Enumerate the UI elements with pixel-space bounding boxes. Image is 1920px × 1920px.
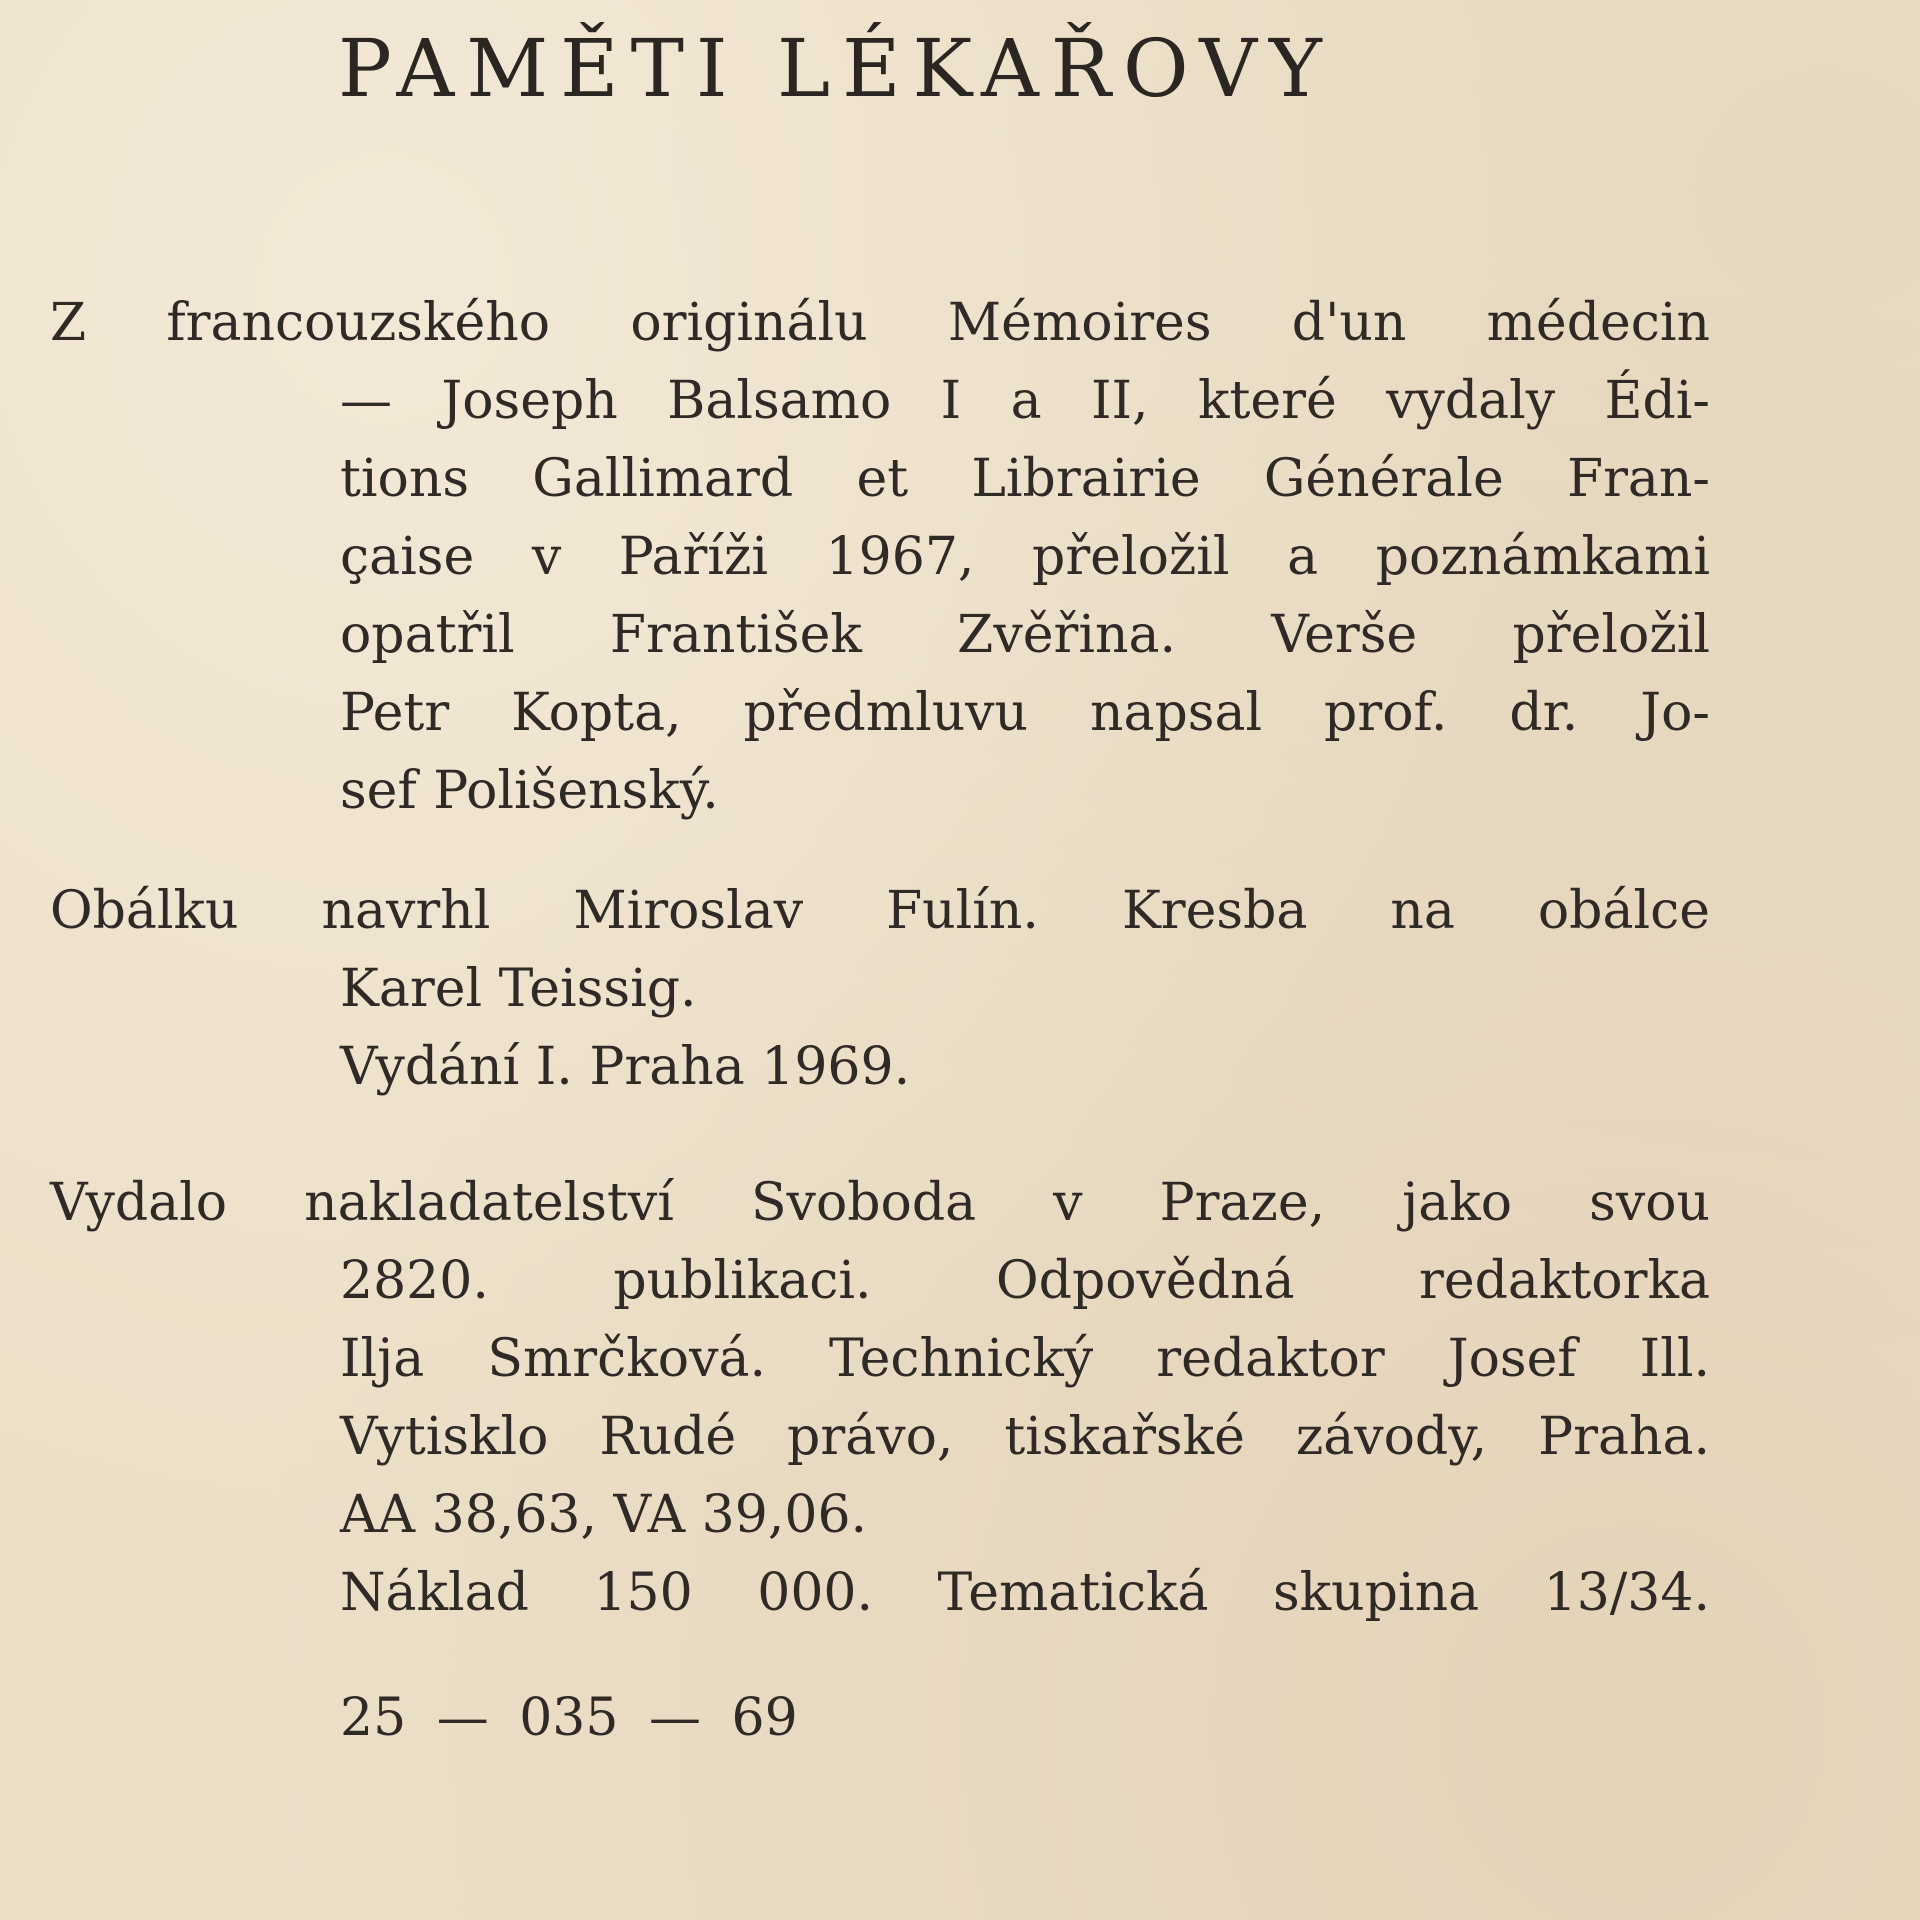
book-title: PAMĚTI LÉKAŘOVY bbox=[338, 22, 1334, 115]
publisher-line: Ilja Smrčková. Technický redaktor Josef Ill. bbox=[340, 1329, 1710, 1389]
publisher-line: Vydalo nakladatelství Svoboda v Praze, jako svou bbox=[50, 1173, 1710, 1233]
translation-line: Z francouzského originálu Mémoires d'un médecin bbox=[50, 293, 1710, 353]
catalog-code: 25 — 035 — 69 bbox=[340, 1688, 798, 1748]
publisher-line: 2820. publikaci. Odpovědná redaktorka bbox=[340, 1251, 1710, 1311]
cover-paragraph bbox=[50, 872, 1710, 1106]
translation-line: — Joseph Balsamo I a II, které vydaly Édi- bbox=[340, 371, 1710, 431]
translation-line: tions Gallimard et Librairie Générale Fran- bbox=[340, 449, 1710, 509]
translation-line: opatřil František Zvěřina. Verše přeložil bbox=[340, 605, 1710, 665]
cover-line: Karel Teissig. bbox=[340, 959, 697, 1019]
translation-line: çaise v Paříži 1967, přeložil a poznámkami bbox=[340, 527, 1710, 587]
translation-paragraph bbox=[50, 284, 1710, 830]
publisher-line: Vytisklo Rudé právo, tiskařské závody, Praha. bbox=[340, 1407, 1710, 1467]
translation-line: Petr Kopta, předmluvu napsal prof. dr. Jo- bbox=[340, 683, 1710, 743]
publisher-line: AA 38,63, VA 39,06. bbox=[340, 1485, 868, 1545]
publisher-paragraph bbox=[50, 1164, 1710, 1632]
cover-line: Obálku navrhl Miroslav Fulín. Kresba na obálce bbox=[50, 881, 1710, 941]
translation-line: sef Polišenský. bbox=[340, 761, 719, 821]
publisher-line: Náklad 150 000. Tematická skupina 13/34. bbox=[340, 1563, 1710, 1623]
cover-line: Vydání I. Praha 1969. bbox=[340, 1037, 911, 1097]
